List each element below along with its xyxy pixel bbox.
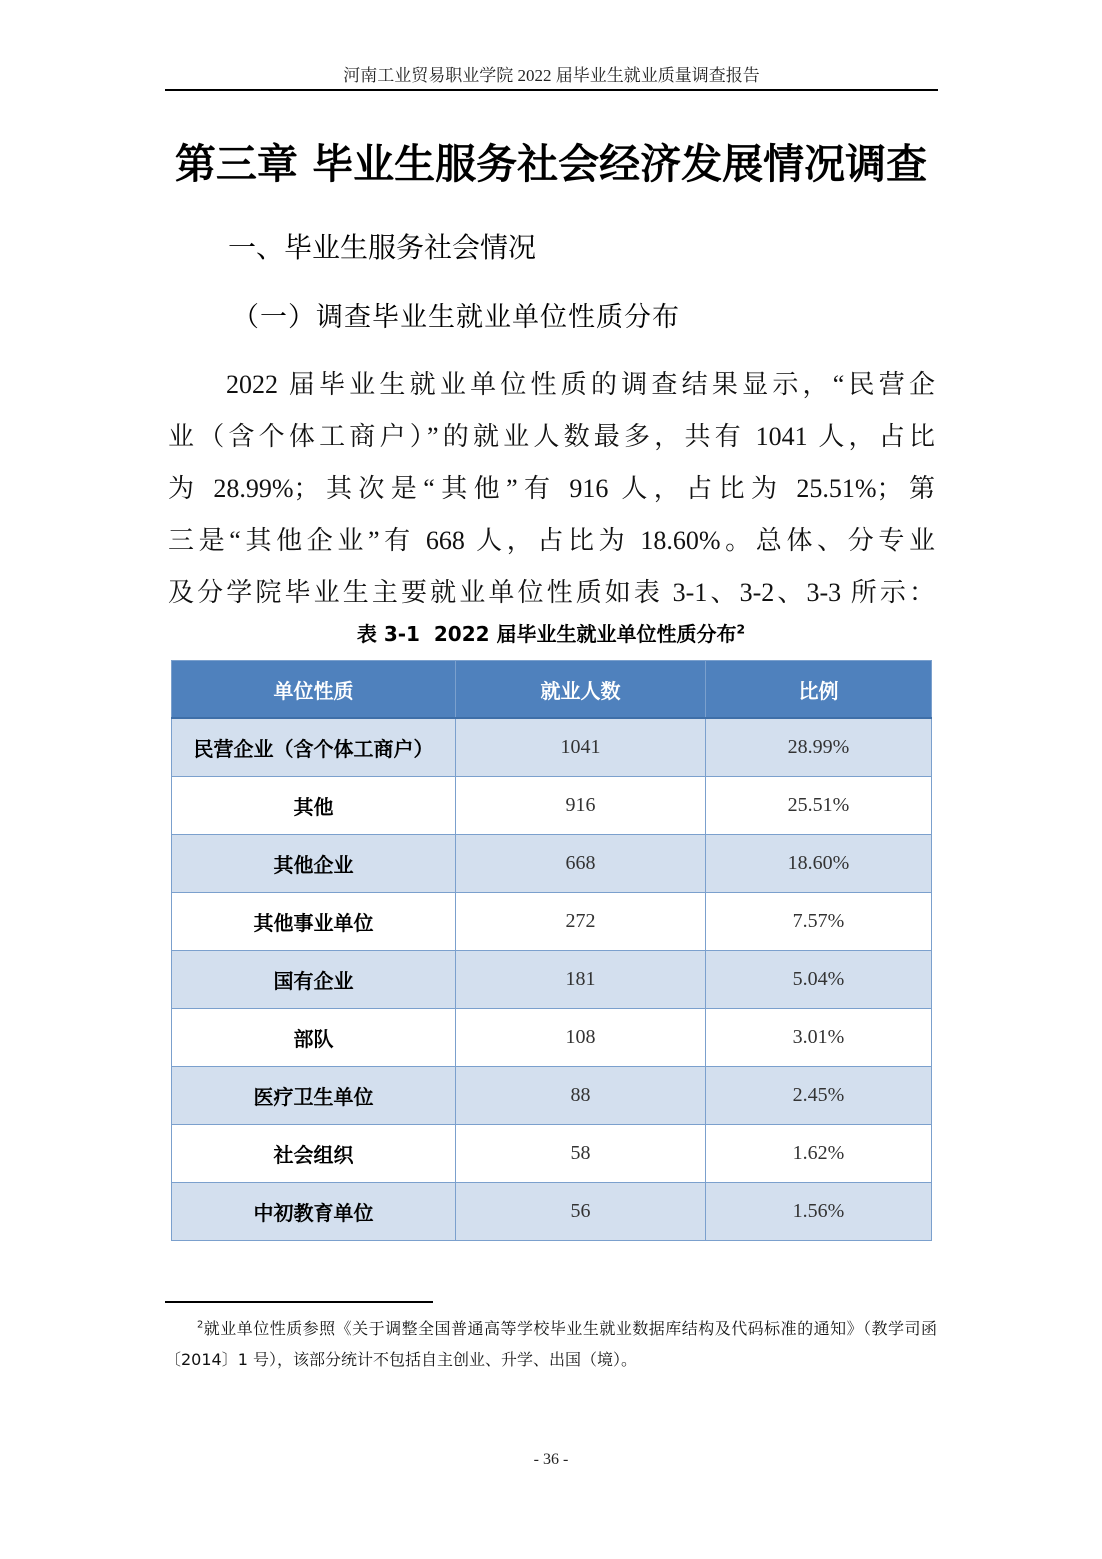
cell-ratio: 2.45% [706,1067,932,1125]
cell-type: 社会组织 [172,1125,456,1183]
paragraph-line: 三是“其他企业”有 668 人，占比为 18.60%。总体、分专业 [168,526,935,555]
table-row [172,1183,932,1241]
table-row [172,893,932,951]
column-header-count: 就业人数 [456,661,706,719]
table-row [172,835,932,893]
cell-type: 中初教育单位 [172,1183,456,1241]
cell-type: 医疗卫生单位 [172,1067,456,1125]
cell-ratio: 3.01% [706,1009,932,1067]
section-heading: 一、毕业生服务社会情况 [228,231,537,264]
cell-count: 668 [456,835,706,893]
paragraph-line: 为 28.99%；其次是“其他”有 916 人，占比为 25.51%；第 [168,474,935,503]
table-caption-text: 表 3-1 2022 届毕业生就业单位性质分布 [356,622,737,646]
cell-ratio: 1.56% [706,1183,932,1241]
cell-ratio: 7.57% [706,893,932,951]
subsection-heading: （一）调查毕业生就业单位性质分布 [232,302,680,333]
table-row [172,1009,932,1067]
table-row [172,1125,932,1183]
footnote [165,1313,937,1375]
footnote-separator [165,1301,433,1303]
page-number: - 36 - [533,1451,569,1468]
table-row [172,718,932,777]
footnote-ref: 2 [736,621,746,637]
employer-type-table [171,660,932,1241]
cell-type: 其他 [172,777,456,835]
table-row [172,1067,932,1125]
cell-type: 其他企业 [172,835,456,893]
footnote-number: 2 [197,1319,204,1331]
cell-count: 272 [456,893,706,951]
paragraph-line: 业（含个体工商户）”的就业人数最多，共有 1041 人，占比 [168,422,935,451]
cell-type: 民营企业（含个体工商户） [172,718,456,777]
running-header: 河南工业贸易职业学院 2022 届毕业生就业质量调查报告 [343,66,760,85]
body-paragraph [168,359,935,619]
table-row [172,951,932,1009]
paragraph-line: 及分学院毕业生主要就业单位性质如表 3-1、3-2、3-3 所示： [168,578,935,607]
cell-count: 108 [456,1009,706,1067]
cell-count: 1041 [456,718,706,777]
chapter-title: 第三章 毕业生服务社会经济发展情况调查 [174,140,928,188]
table-header-row [172,661,932,719]
table-row [172,777,932,835]
cell-count: 916 [456,777,706,835]
cell-count: 58 [456,1125,706,1183]
cell-type: 其他事业单位 [172,893,456,951]
table-caption [0,620,1102,648]
cell-count: 88 [456,1067,706,1125]
cell-ratio: 28.99% [706,718,932,777]
cell-count: 56 [456,1183,706,1241]
cell-ratio: 25.51% [706,777,932,835]
footnote-text: 就业单位性质参照《关于调整全国普通高等学校毕业生就业数据库结构及代码标准的通知》（教学司函〔2014〕1 号），该部分统计不包括自主创业、升学、出国（境）。 [165,1319,937,1369]
cell-type: 国有企业 [172,951,456,1009]
cell-count: 181 [456,951,706,1009]
cell-ratio: 5.04% [706,951,932,1009]
column-header-ratio: 比例 [706,661,932,719]
paragraph-line: 2022 届毕业生就业单位性质的调查结果显示，“民营企 [226,370,935,399]
cell-ratio: 1.62% [706,1125,932,1183]
cell-type: 部队 [172,1009,456,1067]
header-rule [165,89,938,91]
cell-ratio: 18.60% [706,835,932,893]
column-header-type: 单位性质 [172,661,456,719]
